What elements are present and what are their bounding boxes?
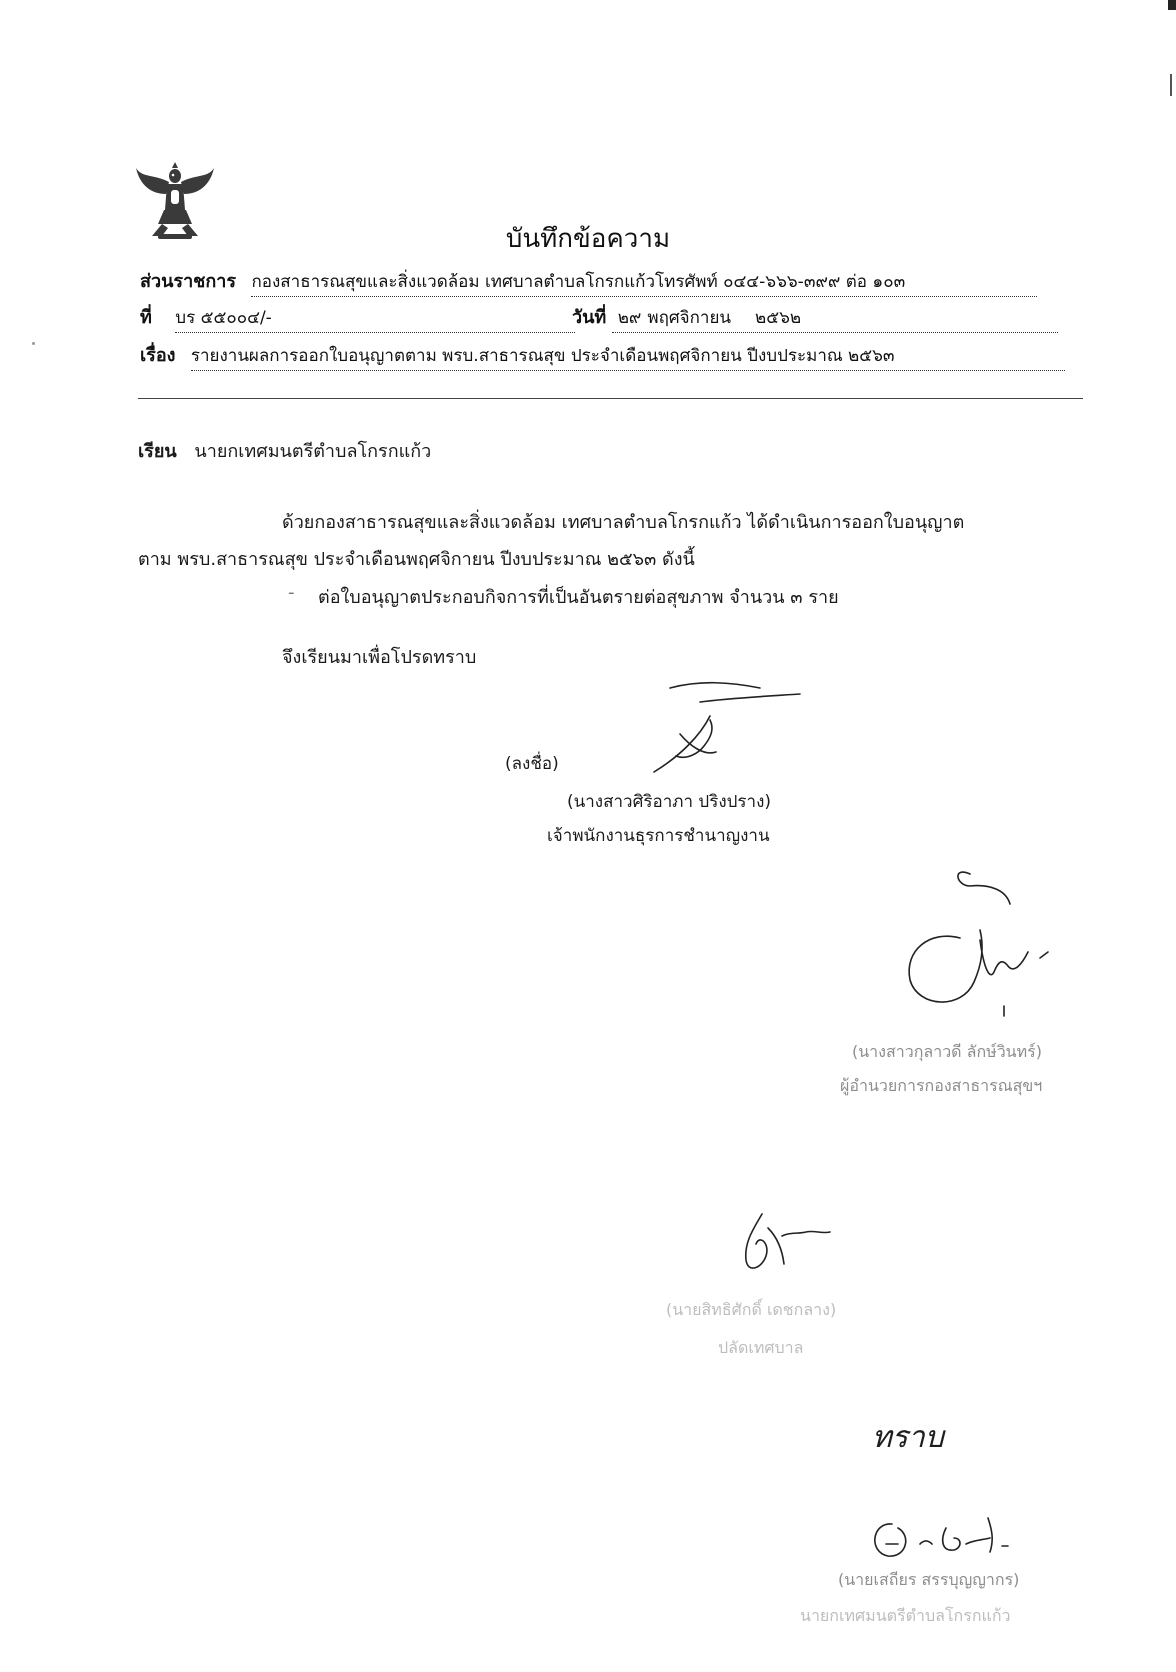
salutation-value: นายกเทศมนตรีตำบลโกรกแก้ว	[194, 441, 432, 462]
handwritten-note: ทราบ	[872, 1420, 944, 1455]
signature-1-name: (นางสาวศิริอาภา ปริงปราง)	[567, 792, 772, 812]
scan-edge-mark	[1170, 74, 1172, 96]
department-value: กองสาธารณสุขและสิ่งแวดล้อม เทศบาลตำบลโกรกแก้วโทรศัพท์ ๐๔๔-๖๖๖-๓๙๙ ต่อ ๑๐๓	[251, 268, 1037, 297]
date-year: ๒๕๖๒	[755, 308, 802, 328]
signature-1-sign-label: (ลงชื่อ)	[505, 754, 559, 774]
salutation-label: เรียน	[138, 441, 177, 462]
date-label: วันที่	[572, 307, 607, 328]
signature-2-position: ผู้อำนวยการกองสาธารณสุขฯ	[840, 1076, 1043, 1095]
subject-label: เรื่อง	[140, 345, 176, 366]
ref-value: บร ๕๕๐๐๔/-	[175, 304, 575, 333]
scan-edge-mark	[1168, 0, 1176, 10]
date-month: พฤศจิกายน	[647, 308, 732, 328]
ref-row	[140, 302, 575, 333]
department-row	[140, 266, 1037, 297]
date-value	[612, 304, 1058, 333]
signature-scribble-1	[640, 676, 810, 786]
subject-value: รายงานผลการออกใบอนุญาตตาม พรบ.สาธารณสุข ประจำเดือนพฤศจิกายน ปีงบประมาณ ๒๕๖๓	[191, 342, 1065, 371]
signature-scribble-2	[890, 860, 1070, 1020]
body-paragraph-line-2: ตาม พรบ.สาธารณสุข ประจำเดือนพฤศจิกายน ปีงบประมาณ ๒๕๖๓ ดังนี้	[138, 549, 695, 570]
signature-2-name: (นางสาวกุลาวดี ลักษ์วินทร์)	[852, 1042, 1042, 1061]
memo-title: บันทึกข้อความ	[505, 224, 671, 254]
signature-scribble-4	[862, 1500, 1042, 1570]
bullet-item: ต่อใบอนุญาตประกอบกิจการที่เป็นอันตรายต่อสุขภาพ จำนวน ๓ ราย	[318, 587, 839, 608]
signature-3-name: (นายสิทธิศักดิ์ เดชกลาง)	[666, 1300, 837, 1319]
signature-4-position: นายกเทศมนตรีตำบลโกรกแก้ว	[800, 1606, 1011, 1625]
ref-label: ที่	[140, 307, 152, 328]
signature-scribble-3	[726, 1208, 846, 1288]
signature-4-name: (นายเสถียร สรรบุญญากร)	[838, 1570, 1020, 1589]
department-label: ส่วนราชการ	[140, 271, 237, 292]
date-row	[572, 302, 1058, 333]
closing-line: จึงเรียนมาเพื่อโปรดทราบ	[282, 647, 477, 668]
scan-speck	[32, 342, 35, 345]
signature-1-position: เจ้าพนักงานธุรการชำนาญงาน	[547, 826, 770, 846]
salutation	[138, 436, 431, 465]
signature-3-position: ปลัดเทศบาล	[718, 1338, 804, 1357]
header-divider	[138, 398, 1083, 399]
bullet-marker: -	[288, 582, 295, 603]
date-day: ๒๙	[617, 308, 642, 328]
subject-row	[140, 340, 1065, 371]
body-paragraph-line-1: ด้วยกองสาธารณสุขและสิ่งแวดล้อม เทศบาลตำบลโกรกแก้ว ได้ดำเนินการออกใบอนุญาต	[282, 512, 965, 533]
